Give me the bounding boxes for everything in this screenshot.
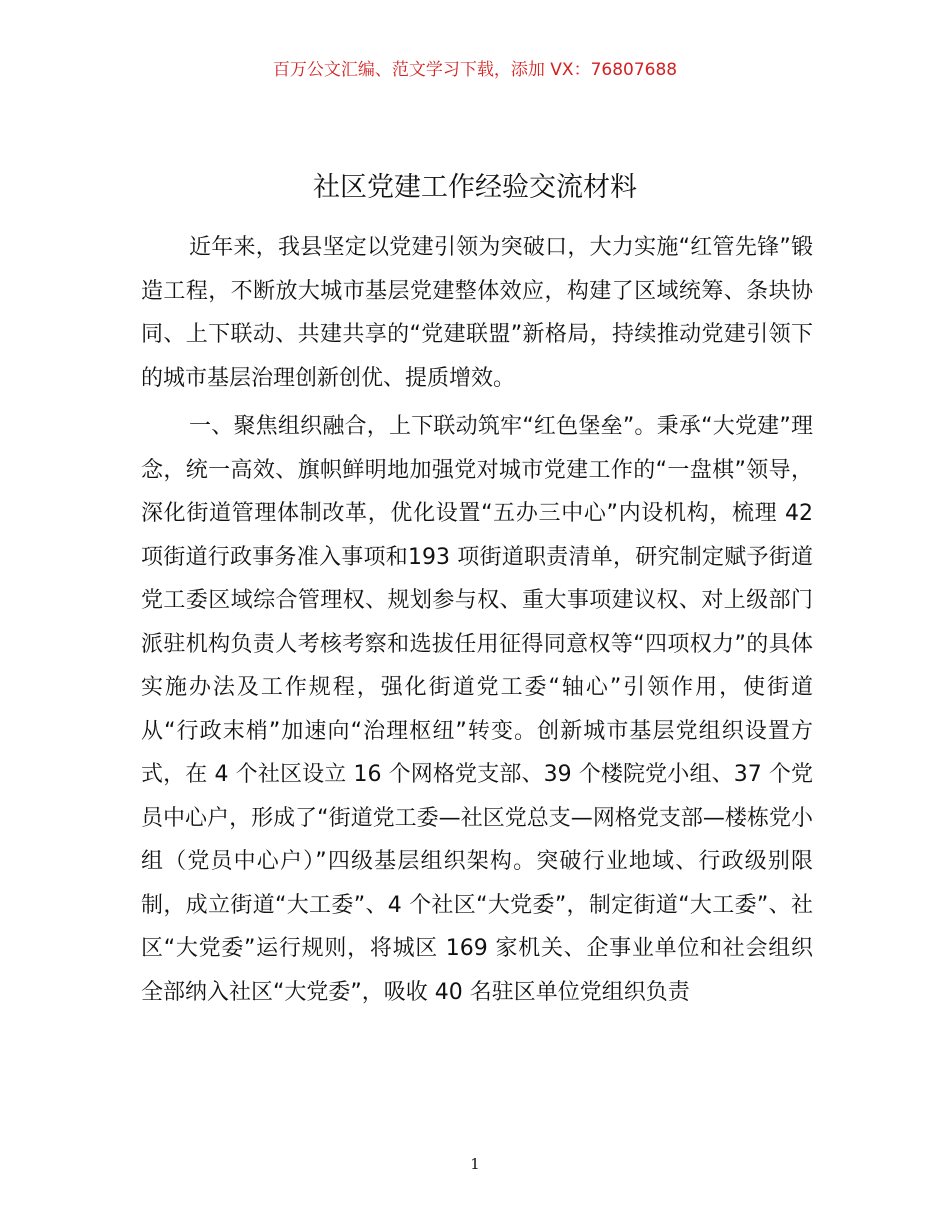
header-note: 百万公文汇编、范文学习下载，添加 VX：76807688 (272, 60, 678, 80)
page-number: 1 (470, 1155, 480, 1173)
body-paragraph: 近年来，我县坚定以党建引领为突破口，大力实施“红管先锋”锻造工程，不断放大城市基层党建整体效应，构建了区域统筹、条块协同、上下联动、共建共享的“党建联盟”新格局，持续推动党建引领下的城市基层治理创新创优、提质增效。 (141, 235, 813, 391)
body-paragraph: 一、聚焦组织融合，上下联动筑牢“红色堡垒”。秉承“大党建”理念，统一高效、旗帜鲜明地加强党对城市党建工作的“一盘棋”领导，深化街道管理体制改革，优化设置“五办三中心”内设机构，梳理 42 项街道行政事务准入事项和193 项街道职责清单，研究制定赋予街道党工委区域综合管理权、规划参与权、重大事项建议权、对上级部门派驻机构负责人考核考察和选拔任用征得同意权等“四项权力”的具体实施办法及工作规程，强化街道党工委“轴心”引领作用，使街道从“行政末梢”加速向“治理枢纽”转变。创新城市基层党组织设置方式，在 4 个社区设立 16 个网格党支部、39 个楼院党小组、37 个党员中心户，形成了“街道党工委—社区党总支—网格党支部—楼栋党小组（党员中心户）”四级基层组织架构。突破行业地域、行政级别限制，成立街道“大工委”、4 个社区“大党委”，制定街道“大工委”、社区“大党委”运行规则，将城区 169 家机关、企事业单位和社会组织全部纳入社区“大党委”，吸收 40 名驻区单位党组织负责 (141, 414, 820, 1005)
document-title: 社区党建工作经验交流材料 (313, 172, 637, 203)
